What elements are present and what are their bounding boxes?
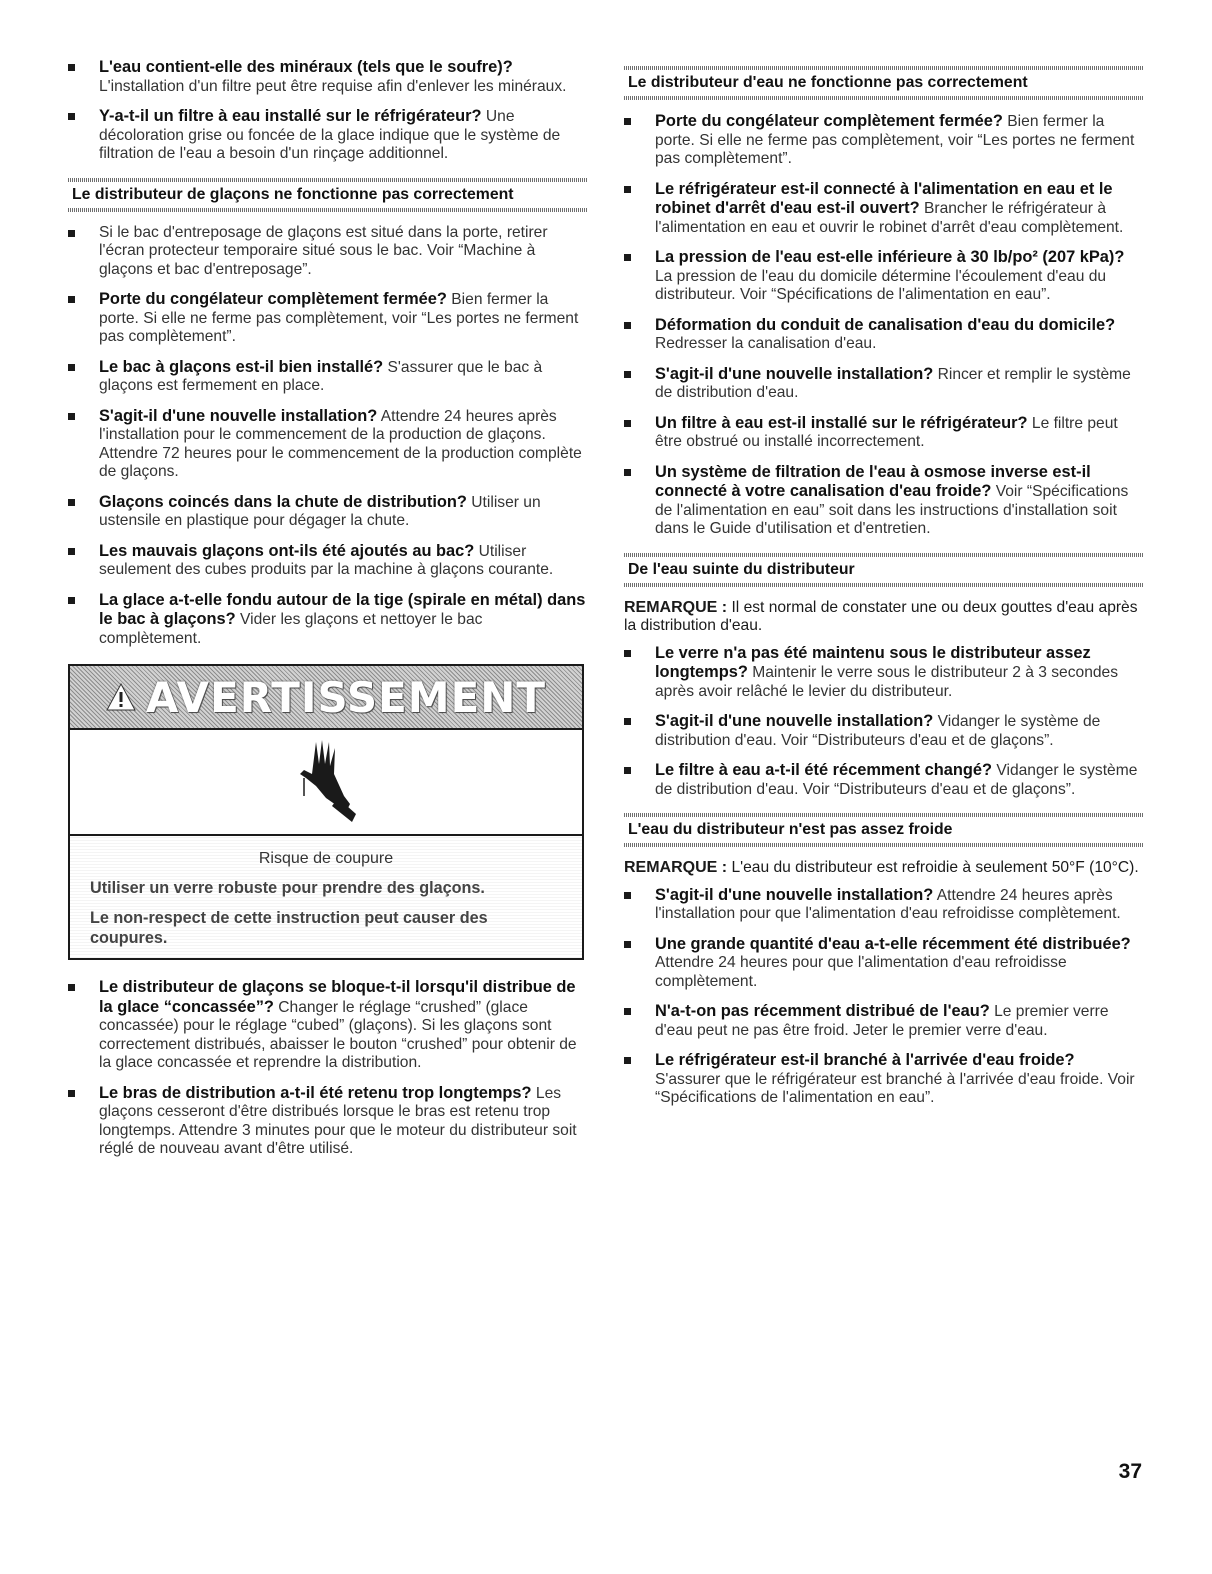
warning-consequence: Le non-respect de cette instruction peut causer des coupures. [90,909,488,947]
list-item: Y-a-t-il un filtre à eau installé sur le réfrigérateur? Une décoloration grise ou foncée de la glace indique que le système de filtration de l'eau a besoin d'un rinçage additionnel. [68,107,588,164]
list-item: Un système de filtration de l'eau à osmose inverse est-il connecté à votre canalisation d'eau froide? Voir “Spécifications de l'alimentation en eau” soit dans les instructions d'installation soit dans le Guide d'utilisation et d'entretien. [624,463,1144,539]
list-item: Le verre n'a pas été maintenu sous le distributeur assez longtemps? Maintenir le verre sous le distributeur 2 à 3 secondes après avoir relâché le levier du distributeur. [624,644,1144,702]
leak-list [624,644,1144,800]
bottom-list [68,978,588,1159]
list-item: Les mauvais glaçons ont-ils été ajoutés au bac? Utiliser seulement des cubes produits par la machine à glaçons courante. [68,542,588,580]
list-item: S'agit-il d'une nouvelle installation? Attendre 24 heures après l'installation pour le commencement de la production de glaçons. Attendre 72 heures pour le commencement de la production complète de glaçons. [68,407,588,482]
section-heading-ice: Le distributeur de glaçons ne fonctionne pas correctement [68,178,588,212]
warning-instruction: Utiliser un verre robuste pour prendre des glaçons. [90,879,485,897]
warning-risk: Risque de coupure [258,850,394,867]
section-heading-leak: De l'eau suinte du distributeur [624,553,1144,587]
warning-text [70,836,582,958]
list-item: Un filtre à eau est-il installé sur le réfrigérateur? Le filtre peut être obstrué ou installé incorrectement. [624,414,1144,452]
warning-icon-area [70,730,582,836]
list-item: Le réfrigérateur est-il connecté à l'alimentation en eau et le robinet d'arrêt d'eau est-il ouvert? Brancher le réfrigérateur à l'alimentation en eau et ouvrir le robinet d'arrêt d'eau complètement. [624,180,1144,238]
water-dispenser-list [624,112,1144,539]
warning-triangle-icon [106,682,136,712]
left-column [68,58,588,1170]
list-item: Porte du congélateur complètement fermée? Bien fermer la porte. Si elle ne ferme pas complètement, voir “Les portes ne ferment pas complètement”. [68,290,588,347]
cold-list [624,886,1144,1108]
list-item: Une grande quantité d'eau a-t-elle récemment été distribuée? Attendre 24 heures pour que l'alimentation d'eau refroidisse complètement. [624,935,1144,992]
list-item: S'agit-il d'une nouvelle installation? Vidanger le système de distribution d'eau. Voir “Distributeurs d'eau et de glaçons”. [624,712,1144,750]
list-item: S'agit-il d'une nouvelle installation? Attendre 24 heures après l'installation pour que l'alimentation d'eau refroidisse complètement. [624,886,1144,924]
list-item: Le filtre à eau a-t-il été récemment changé? Vidanger le système de distribution d'eau. Voir “Distributeurs d'eau et de glaçons”. [624,761,1144,799]
list-item: Porte du congélateur complètement fermée? Bien fermer la porte. Si elle ne ferme pas complètement, voir “Les portes ne ferment pas complètement”. [624,112,1144,169]
right-column [624,58,1144,1119]
section-heading-water: Le distributeur d'eau ne fonctionne pas correctement [624,66,1144,100]
ice-dispenser-list [68,224,588,649]
warning-header [70,666,582,730]
list-item: La pression de l'eau est-elle inférieure à 30 lb/po² (207 kPa)? La pression de l'eau du domicile détermine l'écoulement d'eau du distributeur. Voir “Spécifications de l'alimentation en eau”. [624,248,1144,305]
list-item: S'agit-il d'une nouvelle installation? Rincer et remplir le système de distribution d'eau. [624,365,1144,403]
top-list [68,58,588,164]
warning-box [68,664,584,960]
list-item: Si le bac d'entreposage de glaçons est situé dans la porte, retirer l'écran protecteur temporaire situé sous le bac. Voir “Machine à glaçons et bac d'entreposage”. [68,224,588,280]
list-item: Le réfrigérateur est-il branché à l'arrivée d'eau froide? S'assurer que le réfrigérateur est branché à l'arrivée d'eau froide. Voir “Spécifications de l'alimentation en eau”. [624,1051,1144,1108]
list-item: N'a-t-on pas récemment distribué de l'eau? Le premier verre d'eau peut ne pas être froid. Jeter le premier verre d'eau. [624,1002,1144,1040]
leak-note: REMARQUE : Il est normal de constater une ou deux gouttes d'eau après la distribution d'eau. [624,598,1138,634]
list-item: La glace a-t-elle fondu autour de la tige (spirale en métal) dans le bac à glaçons? Vider les glaçons et nettoyer le bac complètement. [68,591,588,649]
list-item: Déformation du conduit de canalisation d'eau du domicile? Redresser la canalisation d'eau. [624,316,1144,354]
page-number: 37 [1118,1460,1142,1483]
list-item: Glaçons coincés dans la chute de distribution? Utiliser un ustensile en plastique pour dégager la chute. [68,493,588,531]
list-item: L'eau contient-elle des minéraux (tels que le soufre)? L'installation d'un filtre peut être requise afin d'enlever les minéraux. [68,58,588,96]
hand-cut-hazard-icon [286,734,366,830]
cold-note: REMARQUE : L'eau du distributeur est refroidie à seulement 50°F (10°C). [624,859,1139,876]
warning-title: AVERTISSEMENT [145,672,547,722]
list-item: Le distributeur de glaçons se bloque-t-il lorsqu'il distribue de la glace “concassée”? Changer le réglage “crushed” (glace concassée) pour le réglage “cubed” (glaçons). Si les glaçons sont correctement distribués, abaisser le bouton “crushed” pour obtenir de la glace concassée et reprendre la distribution. [68,978,588,1073]
list-item: Le bac à glaçons est-il bien installé? S'assurer que le bac à glaçons est fermement en place. [68,358,588,396]
section-heading-cold: L'eau du distributeur n'est pas assez froide [624,813,1144,847]
list-item: Le bras de distribution a-t-il été retenu trop longtemps? Les glaçons cesseront d'être distribués lorsque le bras est retenu trop longtemps. Attendre 3 minutes pour que le moteur du distributeur soit réglé de nouveau avant d'être utilisé. [68,1084,588,1159]
